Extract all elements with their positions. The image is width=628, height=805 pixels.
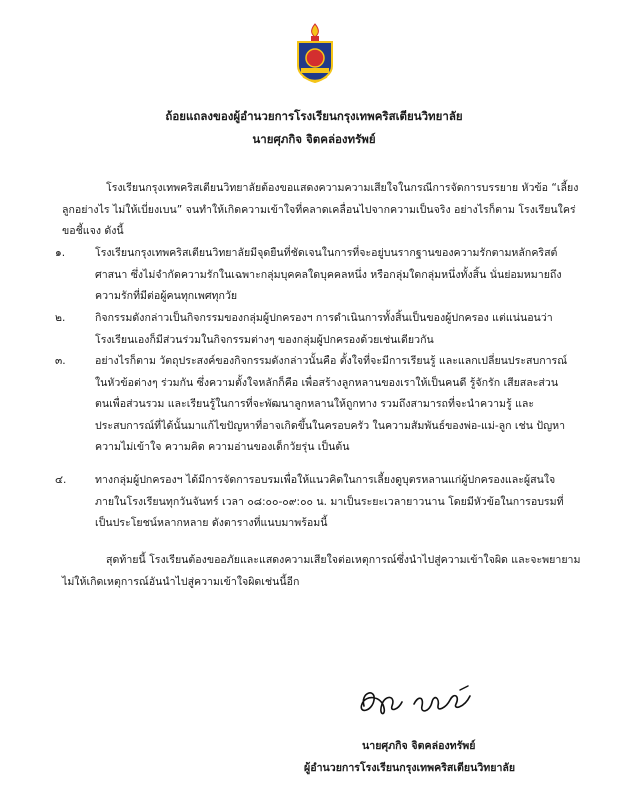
list-item-number: ๒. <box>55 312 66 324</box>
signer-title: ผู้อำนวยการโรงเรียนกรุงเทพคริสเตียนวิทยาลัย <box>304 762 516 774</box>
list-item <box>55 308 570 351</box>
list-item-text: โรงเรียนกรุงเทพคริสเตียนวิทยาลัยมีจุดยืนที่ชัดเจนในการที่จะอยู่บนรากฐานของความรักตามหลักคริสต์ศาสนา ซึ่งไม่จำกัดความรักในเฉพาะกลุ่มบุคคลใดบุคคลหนึ่ง หรือกลุ่มใดกลุ่มหนึ่งทั้งสิ้น นั่นย่อมหมายถึงความรักที่มีต่อผู้คนทุกเพศทุกวัย <box>95 247 562 302</box>
signature-svg <box>352 682 492 722</box>
signer-name: นายศุภกิจ จิตคล่องทรัพย์ <box>362 740 476 752</box>
list-item-text: กิจกรรมดังกล่าวเป็นกิจกรรมของกลุ่มผู้ปกครองฯ การดำเนินการทั้งสิ้นเป็นของผู้ปกครอง แต่แน่นอนว่าโรงเรียนเองก็มีส่วนร่วมในกิจกรรมต่างๆ ของกลุ่มผู้ปกครองด้วยเช่นเดียวกัน <box>95 312 553 346</box>
list-item <box>55 470 570 535</box>
list-item-number: ๑. <box>55 247 66 259</box>
closing-paragraph: สุดท้ายนี้ โรงเรียนต้องขออภัยและแสดงความเสียใจต่อเหตุการณ์ซึ่งนำไปสู่ความเข้าใจผิด และจะพยายามไม่ให้เกิดเหตุการณ์อันนำไปสู่ความเข้าใจผิดเช่นนี้อีก <box>62 554 581 588</box>
list-item <box>55 351 570 459</box>
intro-paragraph: โรงเรียนกรุงเทพคริสเตียนวิทยาลัยต้องขอแสดงความความเสียใจในกรณีการจัดการบรรยาย หัวข้อ “เลี้ยงลูกอย่างไร ไม่ให้เบี่ยงเบน” จนทำให้เกิดความเข้าใจที่คลาดเคลื่อนไปจากความเป็นจริง อย่างไรก็ตาม โรงเรียนใคร่ขอชี้แจง ดังนี้ <box>62 182 579 237</box>
list-item-number: ๔. <box>55 474 67 486</box>
list-item-text: อย่างไรก็ตาม วัตถุประสงค์ของกิจกรรมดังกล่าวนั้นคือ ตั้งใจที่จะมีการเรียนรู้ และแลกเปลี่ยนประสบการณ์ในหัวข้อต่างๆ ร่วมกัน ซึ่งความตั้งใจหลักก็คือ เพื่อสร้างลูกหลานของเราให้เป็นคนดี รู้จักรัก เสียสละส่วนตนเพื่อส่วนรวม และเรียนรู้ในการที่จะพัฒนาลูกหลานให้ถูกทาง รวมถึงสามารถที่จะนำความรู้ และประสบการณ์ที่ได้นั้นมาแก้ไขปัญหาที่อาจเกิดขึ้นในครอบครัว ในความสัมพันธ์ของพ่อ-แม่-ลูก เช่น ปัญหาความไม่เข้าใจ ความคิด ความอ่านของเด็กวัยรุ่น เป็นต้น <box>95 355 568 453</box>
list-item <box>55 243 570 308</box>
statement-subtitle: นายศุภกิจ จิตคล่องทรัพย์ <box>252 132 376 146</box>
statement-title: ถ้อยแถลงของผู้อำนวยการโรงเรียนกรุงเทพคริสเตียนวิทยาลัย <box>165 109 463 123</box>
list-item-text: ทางกลุ่มผู้ปกครองฯ ได้มีการจัดการอบรมเพื่อให้แนวคิดในการเลี้ยงดูบุตรหลานแก่ผู้ปกครองและผู้สนใจภายในโรงเรียนทุกวันจันทร์ เวลา ๐๘:๐๐-๐๙:๐๐ น. มาเป็นระยะเวลายาวนาน โดยมีหัวข้อในการอบรมที่เป็นประโยชน์หลากหลาย ดังตารางที่แนบมาพร้อมนี้ <box>95 474 564 529</box>
crest-svg <box>293 22 337 84</box>
list-item-number: ๓. <box>55 355 66 367</box>
handwritten-signature <box>352 682 492 722</box>
school-crest-icon <box>293 22 337 84</box>
